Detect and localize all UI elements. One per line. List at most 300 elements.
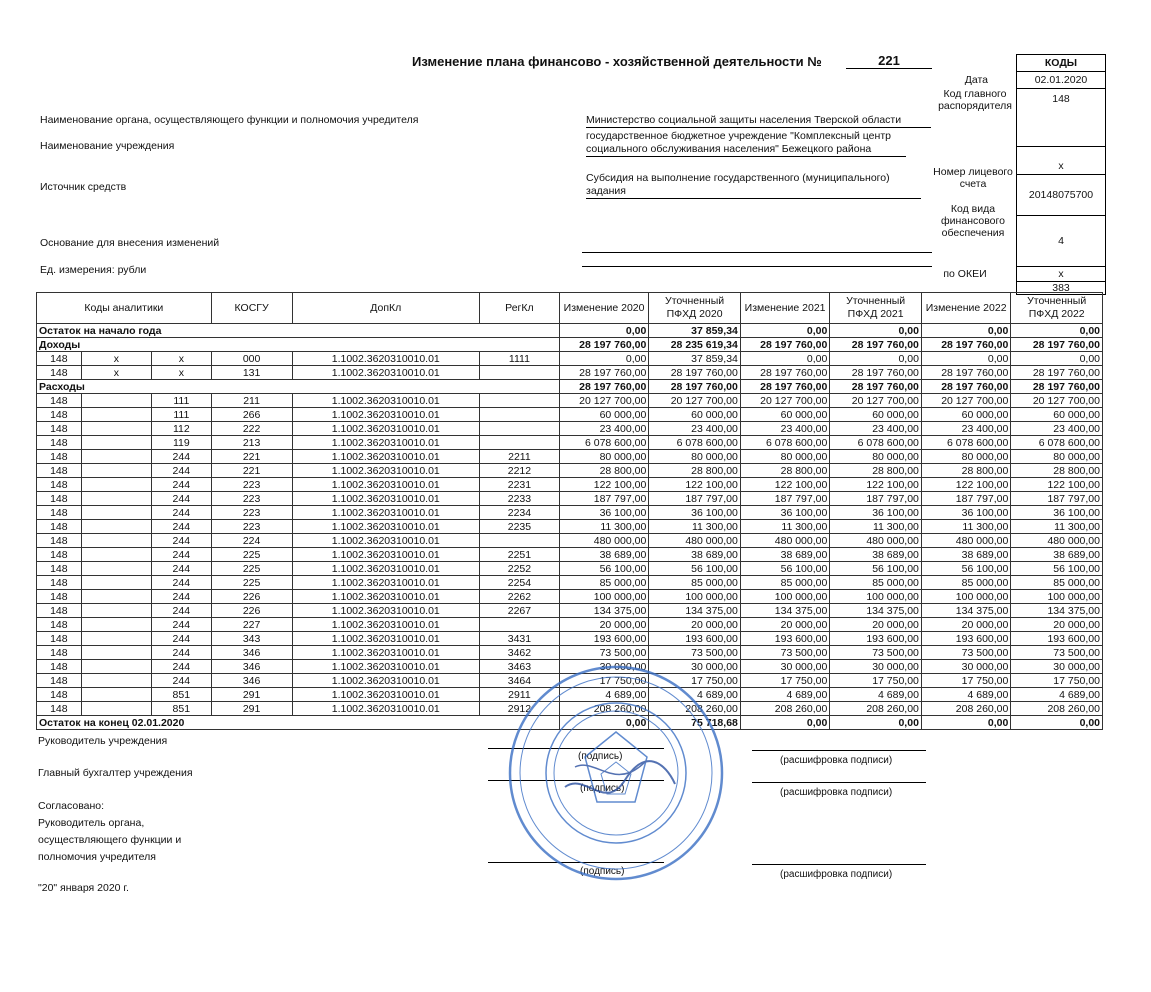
table-row — [37, 520, 1103, 534]
amount-cell: 20 000,00 — [740, 618, 829, 632]
code-glava: 148 — [37, 478, 82, 492]
account-code: 20148075700 — [1017, 174, 1105, 215]
col-plan-2020: Уточненный ПФХД 2020 — [649, 293, 741, 324]
basis-line-2 — [582, 266, 932, 267]
amount-cell: 28 800,00 — [1011, 464, 1103, 478]
regkl-cell: 3462 — [479, 646, 559, 660]
head-decode-caption: (расшифровка подписи) — [780, 755, 893, 766]
amount-cell: 30 000,00 — [740, 660, 829, 674]
codes-title: КОДЫ — [1044, 57, 1078, 69]
amount-cell: 80 000,00 — [1011, 450, 1103, 464]
amount-cell: 20 000,00 — [921, 618, 1010, 632]
amount-cell: 0,00 — [740, 716, 829, 730]
amount-cell: 56 100,00 — [559, 562, 648, 576]
amount-cell: 208 260,00 — [830, 702, 922, 716]
kosgu-cell: 343 — [211, 632, 292, 646]
code-analytic-2 — [81, 674, 151, 688]
amount-cell: 0,00 — [740, 352, 829, 366]
kosgu-cell: 131 — [211, 366, 292, 380]
dopkl-cell: 1.1002.3620310010.01 — [292, 352, 479, 366]
amount-cell: 30 000,00 — [830, 660, 922, 674]
date-label: Дата — [964, 74, 988, 86]
amount-cell: 6 078 600,00 — [1011, 436, 1103, 450]
col-change-2021: Изменение 2021 — [740, 293, 829, 324]
kosgu-cell: 213 — [211, 436, 292, 450]
dopkl-cell: 1.1002.3620310010.01 — [292, 520, 479, 534]
amount-cell: 0,00 — [1011, 324, 1103, 338]
code-glava: 148 — [37, 590, 82, 604]
amount-cell: 73 500,00 — [559, 646, 648, 660]
regkl-cell: 3431 — [479, 632, 559, 646]
code-analytic-3: х — [152, 366, 212, 380]
amount-cell: 208 260,00 — [649, 702, 741, 716]
code-analytic-3: 244 — [152, 534, 212, 548]
table-row — [37, 618, 1103, 632]
code-glava: 148 — [37, 492, 82, 506]
amount-cell: 4 689,00 — [1011, 688, 1103, 702]
amount-cell: 73 500,00 — [1011, 646, 1103, 660]
amount-cell: 28 197 760,00 — [559, 366, 648, 380]
agreed-line-4: полномочия учредителя — [38, 851, 156, 863]
kosgu-cell: 222 — [211, 422, 292, 436]
agreed-line-1: Согласовано: — [38, 800, 105, 812]
regkl-cell: 2212 — [479, 464, 559, 478]
amount-cell: 480 000,00 — [649, 534, 741, 548]
finance-code: 4 — [1017, 215, 1105, 266]
amount-cell: 0,00 — [1011, 352, 1103, 366]
amount-cell: 17 750,00 — [740, 674, 829, 688]
amount-cell: 193 600,00 — [740, 632, 829, 646]
kosgu-cell: 221 — [211, 450, 292, 464]
regkl-cell: 1111 — [479, 352, 559, 366]
code-glava: 148 — [37, 562, 82, 576]
code-analytic-2 — [81, 520, 151, 534]
dopkl-cell: 1.1002.3620310010.01 — [292, 534, 479, 548]
amount-cell: 56 100,00 — [740, 562, 829, 576]
founder-decode-caption: (расшифровка подписи) — [780, 869, 893, 880]
amount-cell: 85 000,00 — [649, 576, 741, 590]
amount-cell: 38 689,00 — [740, 548, 829, 562]
code-analytic-2 — [81, 394, 151, 408]
table-row — [37, 534, 1103, 548]
amount-cell: 38 689,00 — [649, 548, 741, 562]
head-sign-caption: (подпись) — [578, 751, 623, 762]
amount-cell: 60 000,00 — [921, 408, 1010, 422]
amount-cell: 0,00 — [921, 352, 1010, 366]
amount-cell: 11 300,00 — [740, 520, 829, 534]
regkl-cell: 2912 — [479, 702, 559, 716]
code-analytic-3: х — [152, 352, 212, 366]
amount-cell: 60 000,00 — [830, 408, 922, 422]
code-glava: 148 — [37, 548, 82, 562]
agreed-line-3: осуществляющего функции и — [38, 834, 182, 846]
dopkl-cell: 1.1002.3620310010.01 — [292, 618, 479, 632]
code-analytic-3: 111 — [152, 408, 212, 422]
table-row — [37, 394, 1103, 408]
amount-cell: 480 000,00 — [1011, 534, 1103, 548]
amount-cell: 208 260,00 — [740, 702, 829, 716]
amount-cell: 73 500,00 — [649, 646, 741, 660]
amount-cell: 60 000,00 — [1011, 408, 1103, 422]
col-change-2020: Изменение 2020 — [559, 293, 648, 324]
kosgu-cell: 291 — [211, 702, 292, 716]
amount-cell: 85 000,00 — [740, 576, 829, 590]
amount-cell: 20 000,00 — [1011, 618, 1103, 632]
table-row — [37, 422, 1103, 436]
regkl-cell: 2235 — [479, 520, 559, 534]
amount-cell: 11 300,00 — [921, 520, 1010, 534]
amount-cell: 480 000,00 — [921, 534, 1010, 548]
table-row — [37, 366, 1103, 380]
account-label: Номер лицевого счета — [933, 166, 1013, 190]
regkl-cell — [479, 408, 559, 422]
code-analytic-2 — [81, 702, 151, 716]
amount-cell: 28 197 760,00 — [649, 380, 741, 394]
code-glava: 148 — [37, 674, 82, 688]
amount-cell: 75 718,68 — [649, 716, 741, 730]
amount-cell: 80 000,00 — [649, 450, 741, 464]
amount-cell: 28 197 760,00 — [830, 380, 922, 394]
amount-cell: 28 197 760,00 — [559, 380, 648, 394]
amount-cell: 134 375,00 — [740, 604, 829, 618]
amount-cell: 38 689,00 — [921, 548, 1010, 562]
amount-cell: 28 800,00 — [830, 464, 922, 478]
date-text: "20" января 2020 г. — [38, 882, 129, 894]
regkl-cell — [479, 618, 559, 632]
dopkl-cell: 1.1002.3620310010.01 — [292, 562, 479, 576]
code-glava: 148 — [37, 422, 82, 436]
kosgu-cell: 266 — [211, 408, 292, 422]
table-row — [37, 478, 1103, 492]
amount-cell: 28 197 760,00 — [830, 338, 922, 352]
amount-cell: 80 000,00 — [921, 450, 1010, 464]
dopkl-cell: 1.1002.3620310010.01 — [292, 366, 479, 380]
amount-cell: 36 100,00 — [740, 506, 829, 520]
code-glava: 148 — [37, 576, 82, 590]
expense-row-label: Расходы — [37, 380, 560, 394]
code-analytic-2: х — [81, 352, 151, 366]
amount-cell: 134 375,00 — [1011, 604, 1103, 618]
amount-cell: 134 375,00 — [649, 604, 741, 618]
table-row — [37, 436, 1103, 450]
amount-cell: 193 600,00 — [649, 632, 741, 646]
amount-cell: 187 797,00 — [740, 492, 829, 506]
regkl-cell: 2211 — [479, 450, 559, 464]
amount-cell: 23 400,00 — [740, 422, 829, 436]
amount-cell: 36 100,00 — [921, 506, 1010, 520]
code-analytic-2 — [81, 646, 151, 660]
dopkl-cell: 1.1002.3620310010.01 — [292, 506, 479, 520]
amount-cell: 20 127 700,00 — [1011, 394, 1103, 408]
regkl-cell — [479, 366, 559, 380]
kosgu-cell: 227 — [211, 618, 292, 632]
x-code-1: х — [1017, 146, 1105, 174]
amount-cell: 20 000,00 — [559, 618, 648, 632]
table-row — [37, 492, 1103, 506]
code-analytic-3: 244 — [152, 548, 212, 562]
regkl-cell — [479, 394, 559, 408]
amount-cell: 73 500,00 — [740, 646, 829, 660]
source-label: Источник средств — [40, 181, 127, 193]
kosgu-cell: 226 — [211, 604, 292, 618]
amount-cell: 28 197 760,00 — [649, 366, 741, 380]
dopkl-cell: 1.1002.3620310010.01 — [292, 450, 479, 464]
amount-cell: 6 078 600,00 — [830, 436, 922, 450]
amount-cell: 193 600,00 — [921, 632, 1010, 646]
code-analytic-3: 244 — [152, 520, 212, 534]
regkl-cell: 2911 — [479, 688, 559, 702]
amount-cell: 36 100,00 — [830, 506, 922, 520]
dopkl-cell: 1.1002.3620310010.01 — [292, 436, 479, 450]
amount-cell: 30 000,00 — [559, 660, 648, 674]
dopkl-cell: 1.1002.3620310010.01 — [292, 576, 479, 590]
x-code-2: х — [1017, 266, 1105, 281]
code-analytic-3: 244 — [152, 660, 212, 674]
finance-label: Код вида финансового обеспечения — [941, 203, 1005, 239]
opening-balance-row — [37, 324, 1103, 338]
dopkl-cell: 1.1002.3620310010.01 — [292, 646, 479, 660]
amount-cell: 20 127 700,00 — [740, 394, 829, 408]
code-glava: 148 — [37, 464, 82, 478]
amount-cell: 80 000,00 — [830, 450, 922, 464]
code-analytic-2 — [81, 492, 151, 506]
amount-cell: 85 000,00 — [1011, 576, 1103, 590]
amount-cell: 0,00 — [921, 324, 1010, 338]
col-kosgu: КОСГУ — [211, 293, 292, 324]
amount-cell: 17 750,00 — [921, 674, 1010, 688]
code-analytic-2 — [81, 688, 151, 702]
amount-cell: 100 000,00 — [830, 590, 922, 604]
code-analytic-3: 244 — [152, 604, 212, 618]
document-number: 221 — [846, 53, 932, 69]
code-glava: 148 — [37, 646, 82, 660]
table-row — [37, 646, 1103, 660]
amount-cell: 0,00 — [830, 324, 922, 338]
amount-cell: 38 689,00 — [830, 548, 922, 562]
amount-cell: 193 600,00 — [1011, 632, 1103, 646]
code-analytic-2 — [81, 548, 151, 562]
amount-cell: 28 197 760,00 — [921, 380, 1010, 394]
amount-cell: 134 375,00 — [830, 604, 922, 618]
income-row — [37, 338, 1103, 352]
agreed-line-2: Руководитель органа, — [38, 817, 145, 829]
dopkl-cell: 1.1002.3620310010.01 — [292, 478, 479, 492]
amount-cell: 0,00 — [921, 716, 1010, 730]
amount-cell: 122 100,00 — [1011, 478, 1103, 492]
amount-cell: 100 000,00 — [559, 590, 648, 604]
amount-cell: 208 260,00 — [1011, 702, 1103, 716]
table-row — [37, 632, 1103, 646]
dopkl-cell: 1.1002.3620310010.01 — [292, 408, 479, 422]
regkl-cell: 3463 — [479, 660, 559, 674]
code-glava: 148 — [37, 436, 82, 450]
amount-cell: 56 100,00 — [921, 562, 1010, 576]
expense-row — [37, 380, 1103, 394]
amount-cell: 73 500,00 — [830, 646, 922, 660]
amount-cell: 60 000,00 — [559, 408, 648, 422]
amount-cell: 28 197 760,00 — [921, 338, 1010, 352]
amount-cell: 134 375,00 — [559, 604, 648, 618]
acc-decode-caption: (расшифровка подписи) — [780, 787, 893, 798]
amount-cell: 17 750,00 — [559, 674, 648, 688]
kosgu-cell: 225 — [211, 576, 292, 590]
code-analytic-3: 111 — [152, 394, 212, 408]
code-glava: 148 — [37, 408, 82, 422]
code-analytic-2 — [81, 408, 151, 422]
amount-cell: 4 689,00 — [649, 688, 741, 702]
code-glava: 148 — [37, 604, 82, 618]
code-analytic-2 — [81, 534, 151, 548]
amount-cell: 37 859,34 — [649, 324, 741, 338]
amount-cell: 11 300,00 — [1011, 520, 1103, 534]
amount-cell: 28 235 619,34 — [649, 338, 741, 352]
regkl-cell: 3464 — [479, 674, 559, 688]
code-analytic-3: 851 — [152, 702, 212, 716]
code-glava: 148 — [37, 506, 82, 520]
table-header — [37, 293, 1103, 324]
amount-cell: 85 000,00 — [830, 576, 922, 590]
amount-cell: 0,00 — [559, 352, 648, 366]
code-glava: 148 — [37, 688, 82, 702]
amount-cell: 193 600,00 — [559, 632, 648, 646]
dopkl-cell: 1.1002.3620310010.01 — [292, 632, 479, 646]
amount-cell: 28 197 760,00 — [921, 366, 1010, 380]
amount-cell: 208 260,00 — [921, 702, 1010, 716]
amount-cell: 38 689,00 — [559, 548, 648, 562]
amount-cell: 36 100,00 — [1011, 506, 1103, 520]
amount-cell: 28 800,00 — [921, 464, 1010, 478]
dopkl-cell: 1.1002.3620310010.01 — [292, 492, 479, 506]
code-analytic-3: 244 — [152, 590, 212, 604]
income-row-label: Доходы — [37, 338, 560, 352]
kosgu-cell: 223 — [211, 492, 292, 506]
amount-cell: 28 197 760,00 — [830, 366, 922, 380]
amount-cell: 6 078 600,00 — [559, 436, 648, 450]
amount-cell: 28 197 760,00 — [559, 338, 648, 352]
amount-cell: 6 078 600,00 — [921, 436, 1010, 450]
org-value: Министерство социальной защиты населения Тверской области — [586, 114, 931, 128]
code-analytic-3: 119 — [152, 436, 212, 450]
amount-cell: 37 859,34 — [649, 352, 741, 366]
code-glava: 148 — [37, 632, 82, 646]
head-decode-line — [752, 750, 926, 751]
kosgu-cell: 221 — [211, 464, 292, 478]
amount-cell: 100 000,00 — [1011, 590, 1103, 604]
document-title: Изменение плана финансово - хозяйственной деятельности № — [412, 54, 822, 69]
amount-cell: 80 000,00 — [740, 450, 829, 464]
dopkl-cell: 1.1002.3620310010.01 — [292, 674, 479, 688]
dopkl-cell: 1.1002.3620310010.01 — [292, 394, 479, 408]
regkl-cell — [479, 534, 559, 548]
table-row — [37, 506, 1103, 520]
code-glava: 148 — [37, 660, 82, 674]
okei-code: 383 — [1017, 281, 1105, 294]
amount-cell: 30 000,00 — [649, 660, 741, 674]
amount-cell: 23 400,00 — [830, 422, 922, 436]
agreed-block — [38, 798, 181, 866]
amount-cell: 28 197 760,00 — [1011, 366, 1103, 380]
amount-cell: 0,00 — [830, 716, 922, 730]
amount-cell: 187 797,00 — [1011, 492, 1103, 506]
code-analytic-3: 244 — [152, 576, 212, 590]
amount-cell: 208 260,00 — [559, 702, 648, 716]
acc-decode-line — [752, 782, 926, 783]
amount-cell: 20 127 700,00 — [830, 394, 922, 408]
code-glava: 148 — [37, 520, 82, 534]
amount-cell: 60 000,00 — [740, 408, 829, 422]
code-analytic-2 — [81, 464, 151, 478]
amount-cell: 0,00 — [830, 352, 922, 366]
amount-cell: 38 689,00 — [1011, 548, 1103, 562]
dopkl-cell: 1.1002.3620310010.01 — [292, 590, 479, 604]
amount-cell: 20 000,00 — [830, 618, 922, 632]
code-analytic-2 — [81, 604, 151, 618]
round-seal-stamp — [505, 662, 727, 884]
regkl-cell: 2231 — [479, 478, 559, 492]
regkl-cell: 2251 — [479, 548, 559, 562]
amount-cell: 23 400,00 — [1011, 422, 1103, 436]
codes-box — [1016, 54, 1106, 295]
amount-cell: 193 600,00 — [830, 632, 922, 646]
amount-cell: 100 000,00 — [740, 590, 829, 604]
code-analytic-3: 244 — [152, 492, 212, 506]
code-glava: 148 — [37, 450, 82, 464]
kod-label: Код главного распорядителя — [938, 88, 1012, 112]
code-analytic-2 — [81, 562, 151, 576]
regkl-cell — [479, 422, 559, 436]
table-row — [37, 576, 1103, 590]
date-code: 02.01.2020 — [1017, 71, 1105, 88]
code-analytic-2 — [81, 478, 151, 492]
col-dopkl: ДопКл — [292, 293, 479, 324]
kosgu-cell: 346 — [211, 674, 292, 688]
amount-cell: 28 197 760,00 — [1011, 380, 1103, 394]
closing-balance-row-label: Остаток на конец 02.01.2020 — [37, 716, 560, 730]
regkl-cell: 2262 — [479, 590, 559, 604]
amount-cell: 17 750,00 — [830, 674, 922, 688]
amount-cell: 11 300,00 — [830, 520, 922, 534]
amount-cell: 187 797,00 — [559, 492, 648, 506]
table-row — [37, 562, 1103, 576]
amount-cell: 122 100,00 — [921, 478, 1010, 492]
code-analytic-2 — [81, 576, 151, 590]
amount-cell: 23 400,00 — [559, 422, 648, 436]
amount-cell: 480 000,00 — [740, 534, 829, 548]
code-analytic-2 — [81, 422, 151, 436]
code-glava: 148 — [37, 394, 82, 408]
code-analytic-2 — [81, 436, 151, 450]
amount-cell: 6 078 600,00 — [740, 436, 829, 450]
head-label: Руководитель учреждения — [38, 735, 168, 747]
dopkl-cell: 1.1002.3620310010.01 — [292, 688, 479, 702]
code-analytic-3: 244 — [152, 478, 212, 492]
col-plan-2022: Уточненный ПФХД 2022 — [1011, 293, 1103, 324]
amount-cell: 73 500,00 — [921, 646, 1010, 660]
amount-cell: 100 000,00 — [921, 590, 1010, 604]
dopkl-cell: 1.1002.3620310010.01 — [292, 702, 479, 716]
kosgu-cell: 000 — [211, 352, 292, 366]
table-row — [37, 590, 1103, 604]
amount-cell: 28 800,00 — [649, 464, 741, 478]
col-change-2022: Изменение 2022 — [921, 293, 1010, 324]
org-label: Наименование органа, осуществляющего функции и полномочия учредителя — [40, 114, 419, 126]
code-analytic-3: 244 — [152, 562, 212, 576]
amount-cell: 30 000,00 — [1011, 660, 1103, 674]
col-regkl: РегКл — [479, 293, 559, 324]
code-analytic-3: 851 — [152, 688, 212, 702]
inst-label: Наименование учреждения — [40, 140, 175, 152]
amount-cell: 20 127 700,00 — [649, 394, 741, 408]
